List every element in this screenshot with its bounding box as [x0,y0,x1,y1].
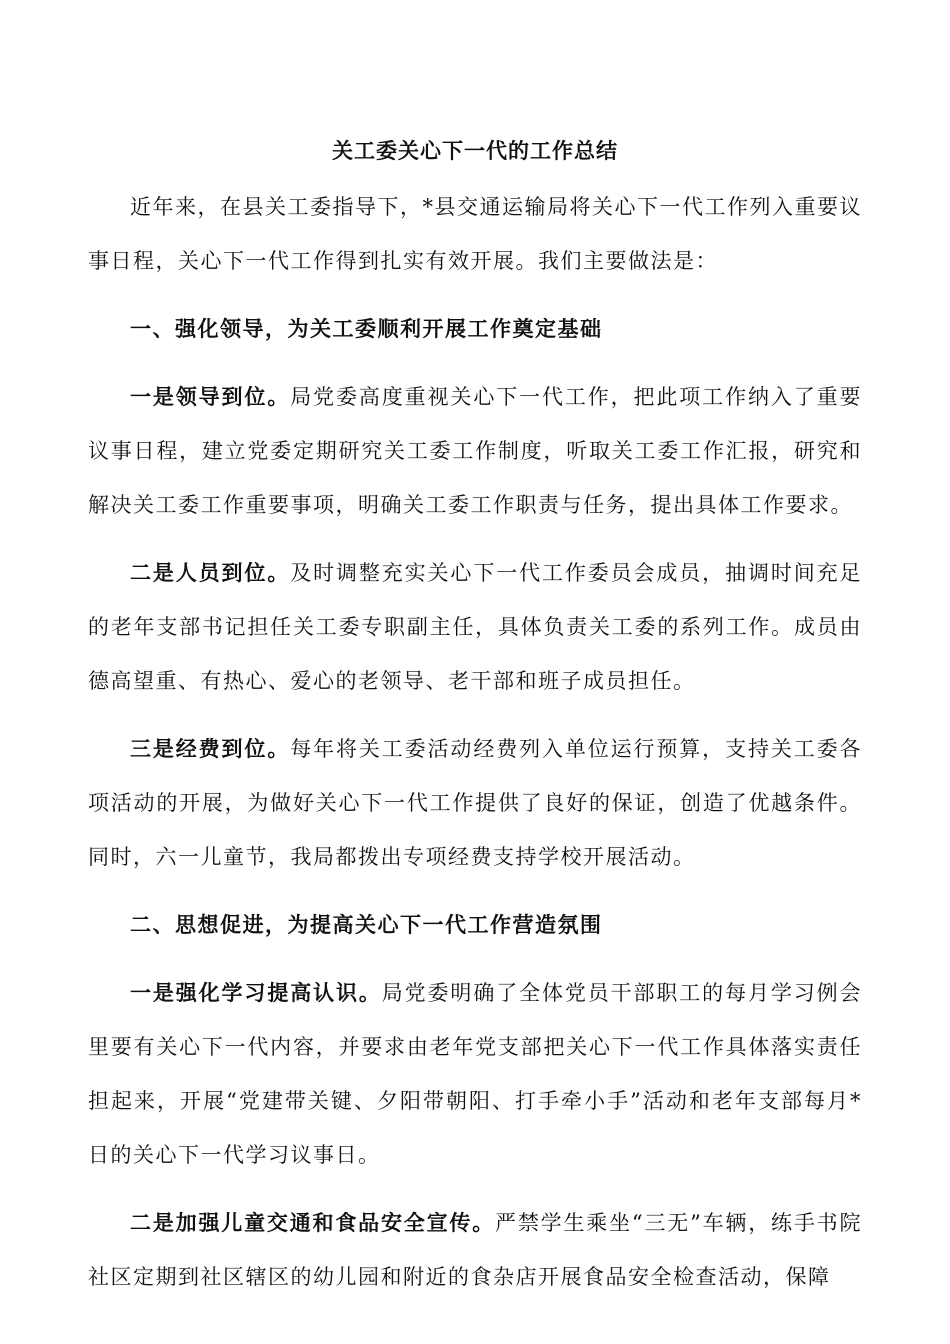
item-lead: 一是强化学习提高认识。 [130,980,382,1005]
section-2-heading: 二、思想促进，为提高关心下一代工作营造氛围 [130,912,603,937]
item-text: 局党委明确了全体党员干部职工的每月学习例会里要有关心下一代内容，并要求由老年党支部把关心下一代工作具体落实责任担起来，开展“党建带关键、夕阳带朝阳、打手牵小手”活动和老年支部每月*日的关心下一代学习议事日。 [88,981,863,1167]
item-lead: 三是经费到位。 [130,736,291,761]
section-2-item-2 [88,1196,862,1304]
section-1-item-3 [88,722,862,884]
section-1-heading: 一、强化领导，为关工委顺利开展工作奠定基础 [130,316,603,341]
item-text: 严禁学生乘坐“三无”车辆，练手书院社区定期到社区辖区的幼儿园和附近的食杂店开展食品安全检查活动，保障 [88,1211,862,1289]
section-2-item-1 [88,966,862,1182]
item-lead: 二是加强儿童交通和食品安全宣传。 [130,1210,496,1235]
document-title: 关工委关心下一代的工作总结 [332,138,618,163]
intro-paragraph: 近年来，在县关工委指导下，*县交通运输局将关心下一代工作列入重要议事日程，关心下一代工作得到扎实有效开展。我们主要做法是： [88,195,862,273]
item-text: 局党委高度重视关心下一代工作，把此项工作纳入了重要议事日程，建立党委定期研究关工委工作制度，听取关工委工作汇报，研究和解决关工委工作重要事项，明确关工委工作职责与任务，提出具体工作要求。 [88,385,863,517]
section-1-item-1 [88,370,862,532]
item-lead: 二是人员到位。 [130,560,291,585]
item-text: 及时调整充实关心下一代工作委员会成员，抽调时间充足的老年支部书记担任关工委专职副主任，具体负责关工委的系列工作。成员由德高望重、有热心、爱心的老领导、老干部和班子成员担任。 [88,561,863,693]
item-lead: 一是领导到位。 [130,384,291,409]
item-text: 每年将关工委活动经费列入单位运行预算，支持关工委各项活动的开展，为做好关心下一代工作提供了良好的保证，创造了优越条件。同时，六一儿童节，我局都拨出专项经费支持学校开展活动。 [88,737,863,869]
section-1-item-2 [88,546,862,708]
document-page [88,130,862,1318]
